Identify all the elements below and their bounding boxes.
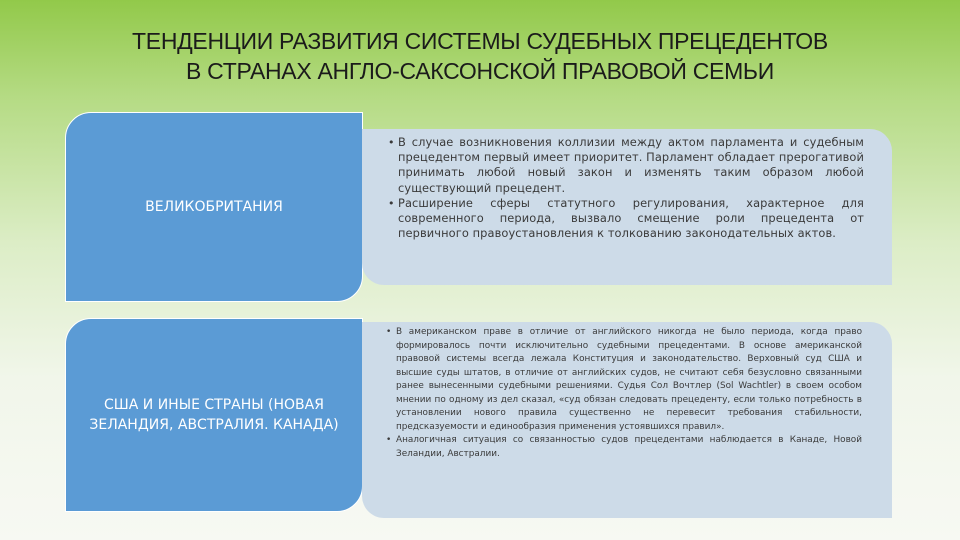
bullet-list	[388, 135, 864, 241]
page-title	[40, 26, 920, 86]
bullet-list	[386, 326, 862, 461]
description-box-usa	[362, 322, 892, 518]
country-label-box-usa	[65, 318, 363, 512]
bullet-icon: •	[388, 136, 395, 149]
bullet-item	[386, 434, 862, 461]
bullet-text: В случае возникновения коллизии между актом парламента и судебным прецедентом первый имеет приоритет. Парламент обладает прерогативой принимать любой новый закон и изменять таким образом любой существующий прецедент.	[398, 135, 864, 195]
bullet-icon: •	[386, 435, 392, 445]
bullet-item	[386, 326, 862, 434]
bullet-item	[388, 135, 864, 196]
bullet-text: Аналогичная ситуация со связанностью судов прецедентами наблюдается в Канаде, Новой Зеландии, Австралии.	[396, 435, 862, 459]
bullet-text: В американском праве в отличие от английского никогда не было периода, когда право формировалось почти исключительно судебными прецедентами. В основе американской правовой системы всегда лежала Конституция и законодательство. Верховный суд США и высшие суды штатов, в отличие от английских судов, не считают себя безусловно связанными ранее вынесенными судебными решениями. Судья Сол Вочтлер (Sol Wachtler) в своем особом мнении по одному из дел сказал, «суд обязан следовать прецеденту, если только потребность в установлении нового правила существенно не перевесит требования стабильности, предсказуемости и единообразия применения устоявшихся правил».	[396, 327, 862, 432]
bullet-text: Расширение сферы статутного регулирования, характерное для современного периода, вызвало смещение роли прецедента от первичного правоустановления к толкованию законодательных актов.	[398, 195, 864, 241]
country-label: США И ИНЫЕ СТРАНЫ (НОВАЯ ЗЕЛАНДИЯ, АВСТРАЛИЯ. КАНАДА)	[89, 397, 339, 433]
country-label: ВЕЛИКОБРИТАНИЯ	[145, 199, 283, 215]
bullet-icon: •	[388, 196, 395, 210]
bullet-icon: •	[386, 327, 392, 337]
page-title-line-1: ТЕНДЕНЦИИ РАЗВИТИЯ СИСТЕМЫ СУДЕБНЫХ ПРЕЦЕДЕНТОВ	[132, 28, 828, 54]
description-box-uk	[362, 129, 892, 285]
page-title-line-2: В СТРАНАХ АНГЛО-САКСОНСКОЙ ПРАВОВОЙ СЕМЬИ	[186, 58, 774, 84]
country-label-box-uk	[65, 112, 363, 302]
bullet-item	[388, 196, 864, 242]
